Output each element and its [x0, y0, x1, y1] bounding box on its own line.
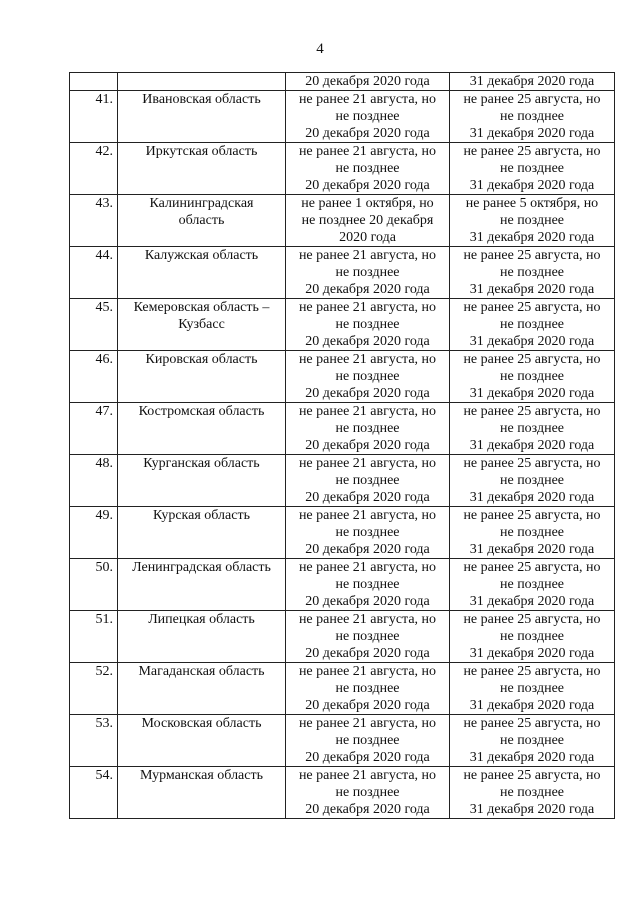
start-date-line: не позднее — [335, 369, 400, 384]
start-date-line: 2020 года — [339, 230, 396, 245]
table-row — [70, 91, 615, 143]
end-date-cell — [450, 91, 615, 143]
row-number-cell: 48. — [70, 455, 118, 507]
start-date-cell — [286, 507, 450, 559]
end-date-line: не ранее 25 августа, но — [463, 248, 601, 263]
end-date-line: не позднее — [499, 317, 565, 332]
start-date-line: не ранее 21 августа, но — [298, 508, 437, 523]
end-date-line: не ранее 25 августа, но — [463, 508, 601, 523]
start-date-cell — [286, 663, 450, 715]
end-date-line: не позднее — [499, 369, 565, 384]
start-date-line: 20 декабря 2020 года — [305, 438, 430, 453]
start-date-line: 20 декабря 2020 года — [305, 750, 430, 765]
start-date-cell — [286, 247, 450, 299]
end-date-cell — [450, 663, 615, 715]
end-date-line: 31 декабря 2020 года — [469, 542, 595, 557]
end-date-line: 31 декабря 2020 года — [469, 438, 595, 453]
start-date-line: не ранее 21 августа, но — [298, 404, 437, 419]
end-date-line: не ранее 25 августа, но — [463, 612, 601, 627]
end-date-cell — [450, 195, 615, 247]
start-date-line: не позднее — [335, 577, 400, 592]
start-date-line: 20 декабря 2020 года — [305, 802, 430, 817]
row-number-cell: 51. — [70, 611, 118, 663]
region-line: Калининградская — [149, 196, 254, 211]
table-row — [70, 559, 615, 611]
end-date-line: не ранее 25 августа, но — [463, 300, 601, 315]
page-number: 4 — [316, 41, 324, 57]
start-date-line: не позднее — [335, 265, 400, 280]
end-date-cell: 31 декабря 2020 года — [450, 73, 615, 91]
region-line: Калужская область — [144, 248, 259, 263]
region-cell — [118, 247, 286, 299]
start-date-line: не позднее — [335, 681, 400, 696]
region-line: Ивановская область — [142, 92, 261, 107]
row-number-cell: 44. — [70, 247, 118, 299]
row-number-cell: 50. — [70, 559, 118, 611]
start-date-line: не позднее — [335, 629, 400, 644]
end-date-line: не ранее 25 августа, но — [463, 560, 601, 575]
schedule-table-body — [70, 73, 615, 819]
end-date-line: 31 декабря 2020 года — [469, 178, 595, 193]
end-date-line: 31 декабря 2020 года — [469, 282, 595, 297]
end-date-line: 31 декабря 2020 года — [469, 230, 595, 245]
start-date-cell — [286, 351, 450, 403]
end-date-line: не ранее 25 августа, но — [463, 352, 601, 367]
end-date-cell — [450, 559, 615, 611]
row-number-cell: 52. — [70, 663, 118, 715]
start-date-line: не позднее — [335, 525, 400, 540]
table-row — [70, 507, 615, 559]
start-date-line: не позднее — [335, 109, 400, 124]
region-cell — [118, 351, 286, 403]
start-date-line: 20 декабря 2020 года — [305, 334, 430, 349]
region-line: Курская область — [153, 508, 250, 523]
start-date-line: не ранее 21 августа, но — [298, 664, 437, 679]
end-date-line: не позднее — [499, 161, 565, 176]
region-cell — [118, 611, 286, 663]
end-date-line: 31 декабря 2020 года — [469, 386, 595, 401]
row-number-cell: 47. — [70, 403, 118, 455]
region-cell — [118, 507, 286, 559]
start-date-line: 20 декабря 2020 года — [305, 126, 430, 141]
end-date-line: не ранее 5 октября, но — [465, 196, 599, 211]
start-date-line: не ранее 21 августа, но — [298, 300, 437, 315]
table-row — [70, 455, 615, 507]
start-date-cell — [286, 559, 450, 611]
region-cell — [118, 143, 286, 195]
end-date-line: не позднее — [499, 577, 565, 592]
region-cell — [118, 73, 286, 91]
region-cell — [118, 715, 286, 767]
start-date-line: не позднее — [335, 733, 400, 748]
region-cell — [118, 403, 286, 455]
start-date-line: 20 декабря 2020 года — [305, 178, 430, 193]
end-date-line: не позднее — [499, 213, 565, 228]
end-date-line: не ранее 25 августа, но — [463, 144, 601, 159]
start-date-cell: 20 декабря 2020 года — [286, 73, 450, 91]
region-line: Московская область — [141, 716, 262, 731]
end-date-line: не позднее — [499, 421, 565, 436]
start-date-cell — [286, 91, 450, 143]
end-date-line: не позднее — [499, 629, 565, 644]
table-row — [70, 403, 615, 455]
start-date-cell — [286, 195, 450, 247]
end-date-cell — [450, 507, 615, 559]
end-date-cell — [450, 715, 615, 767]
end-date-line: 31 декабря 2020 года — [469, 698, 595, 713]
region-line: Мурманская область — [139, 768, 263, 783]
end-date-cell — [450, 767, 615, 819]
start-date-line: 20 декабря 2020 года — [305, 386, 430, 401]
election-schedule-table — [69, 72, 615, 819]
start-date-line: не ранее 21 августа, но — [298, 92, 437, 107]
end-date-line: не ранее 25 августа, но — [463, 716, 601, 731]
region-cell — [118, 455, 286, 507]
region-line: Иркутская область — [145, 144, 258, 159]
end-date-line: не позднее — [499, 525, 565, 540]
end-date-line: не ранее 25 августа, но — [463, 404, 601, 419]
end-date-line: 31 декабря 2020 года — [469, 802, 595, 817]
start-date-line: не ранее 21 августа, но — [298, 352, 437, 367]
end-date-line: не позднее — [499, 265, 565, 280]
continuation-row — [70, 73, 615, 91]
region-line: Магаданская область — [138, 664, 265, 679]
region-line: Костромская область — [138, 404, 265, 419]
start-date-line: 20 декабря 2020 года — [305, 282, 430, 297]
row-number-cell: 43. — [70, 195, 118, 247]
table-row — [70, 715, 615, 767]
table-row — [70, 299, 615, 351]
region-cell — [118, 91, 286, 143]
end-date-line: не ранее 25 августа, но — [463, 768, 601, 783]
end-date-cell — [450, 403, 615, 455]
row-number-cell: 45. — [70, 299, 118, 351]
end-date-line: не ранее 25 августа, но — [463, 456, 601, 471]
table-row — [70, 247, 615, 299]
region-line: Липецкая область — [148, 612, 255, 627]
start-date-line: не ранее 21 августа, но — [298, 144, 437, 159]
start-date-line: не ранее 1 октября, но — [301, 196, 434, 211]
end-date-line: 31 декабря 2020 года — [469, 126, 595, 141]
start-date-line: не позднее — [335, 161, 400, 176]
region-line: Курганская область — [143, 456, 260, 471]
end-date-line: 31 декабря 2020 года — [469, 490, 595, 505]
start-date-line: не позднее — [335, 473, 400, 488]
start-date-line: не позднее — [335, 317, 400, 332]
region-line: Кировская область — [145, 352, 258, 367]
end-date-line: не позднее — [499, 681, 565, 696]
start-date-line: не ранее 21 августа, но — [298, 612, 437, 627]
start-date-line: не позднее 20 декабря — [301, 213, 434, 228]
row-number-cell: 49. — [70, 507, 118, 559]
end-date-line: 31 декабря 2020 года — [469, 646, 595, 661]
end-date-line: 31 декабря 2020 года — [469, 750, 595, 765]
start-date-line: не позднее — [335, 421, 400, 436]
table-row — [70, 143, 615, 195]
table-row — [70, 663, 615, 715]
end-date-cell — [450, 611, 615, 663]
start-date-cell — [286, 143, 450, 195]
end-date-line: не ранее 25 августа, но — [463, 664, 601, 679]
start-date-cell — [286, 455, 450, 507]
row-number-cell: 46. — [70, 351, 118, 403]
table-row — [70, 351, 615, 403]
end-date-line: не позднее — [499, 109, 565, 124]
row-number-cell — [70, 73, 118, 91]
start-date-line: 20 декабря 2020 года — [305, 646, 430, 661]
region-cell — [118, 299, 286, 351]
start-date-line: не ранее 21 августа, но — [298, 716, 437, 731]
end-date-cell — [450, 299, 615, 351]
start-date-line: 20 декабря 2020 года — [305, 594, 430, 609]
region-line: Кемеровская область – — [133, 300, 270, 315]
region-line: область — [178, 213, 225, 228]
table-row — [70, 195, 615, 247]
start-date-cell — [286, 611, 450, 663]
region-cell — [118, 195, 286, 247]
end-date-line: не ранее 25 августа, но — [463, 92, 601, 107]
start-date-line: 20 декабря 2020 года — [305, 490, 430, 505]
end-date-cell — [450, 247, 615, 299]
start-date-cell — [286, 299, 450, 351]
start-date-line: не ранее 21 августа, но — [298, 248, 437, 263]
end-date-line: не позднее — [499, 733, 565, 748]
start-date-line: 20 декабря 2020 года — [305, 542, 430, 557]
end-date-cell — [450, 143, 615, 195]
start-date-cell — [286, 767, 450, 819]
start-date-line: не позднее — [335, 785, 400, 800]
start-date-cell — [286, 403, 450, 455]
end-date-cell — [450, 455, 615, 507]
row-number-cell: 41. — [70, 91, 118, 143]
end-date-line: 31 декабря 2020 года — [469, 594, 595, 609]
start-date-line: 20 декабря 2020 года — [305, 698, 430, 713]
start-date-cell — [286, 715, 450, 767]
region-line: Кузбасс — [178, 317, 225, 332]
region-cell — [118, 663, 286, 715]
end-date-line: 31 декабря 2020 года — [469, 334, 595, 349]
row-number-cell: 54. — [70, 767, 118, 819]
start-date-line: не ранее 21 августа, но — [298, 560, 437, 575]
table-row — [70, 767, 615, 819]
row-number-cell: 42. — [70, 143, 118, 195]
start-date-line: не ранее 21 августа, но — [298, 768, 437, 783]
region-line: Ленинградская область — [132, 560, 271, 575]
region-cell — [118, 559, 286, 611]
region-cell — [118, 767, 286, 819]
end-date-line: не позднее — [499, 473, 565, 488]
end-date-line: не позднее — [499, 785, 565, 800]
end-date-cell — [450, 351, 615, 403]
row-number-cell: 53. — [70, 715, 118, 767]
table-row — [70, 611, 615, 663]
start-date-line: не ранее 21 августа, но — [298, 456, 437, 471]
